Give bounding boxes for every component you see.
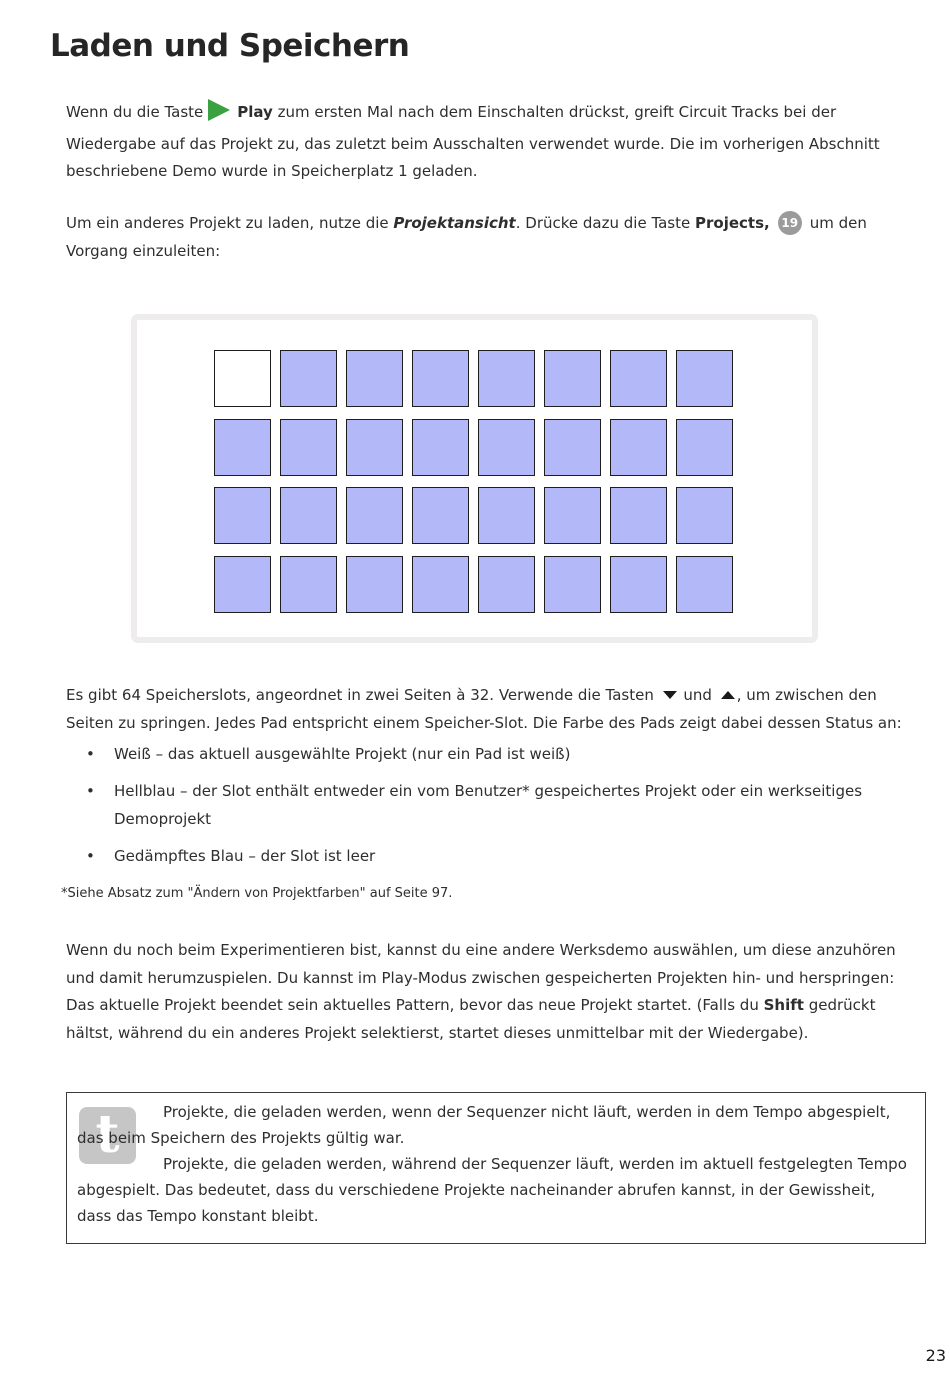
- slots-text-and: und: [678, 686, 717, 704]
- slots-text-2: , um zwischen den Seiten zu springen. Jedes Pad entspricht einem Speicher-Slot. Die Farbe des Pads zeigt dabei dessen Status an:: [66, 686, 902, 732]
- tip-icon: t: [79, 1107, 136, 1164]
- load-paragraph: [66, 210, 916, 265]
- pad: [478, 556, 535, 613]
- pad: [346, 350, 403, 407]
- pad: [412, 419, 469, 476]
- pad: [610, 419, 667, 476]
- tip-text: [77, 1099, 912, 1229]
- pad: [478, 350, 535, 407]
- projektansicht-term: Projektansicht: [393, 214, 516, 232]
- pad: [610, 487, 667, 544]
- pad: [280, 350, 337, 407]
- pad: [214, 487, 271, 544]
- pad: [214, 556, 271, 613]
- footnote: *Siehe Absatz zum "Ändern von Projektfarben" auf Seite 97.: [61, 886, 453, 901]
- demo-text-2: gedrückt hältst, während du ein anderes Projekt selektierst, startet dieses unmittelbar mit der Wiedergabe).: [66, 996, 876, 1042]
- pad: [346, 556, 403, 613]
- load-text-1: Um ein anderes Projekt zu laden, nutze die: [66, 214, 394, 232]
- pad: [544, 556, 601, 613]
- pad: [280, 419, 337, 476]
- pad: [346, 487, 403, 544]
- pad: [544, 350, 601, 407]
- pad: [478, 487, 535, 544]
- pad-status-list: [86, 740, 886, 879]
- pad: [412, 487, 469, 544]
- pad: [280, 487, 337, 544]
- intro-paragraph: [66, 99, 916, 186]
- pad: [214, 419, 271, 476]
- list-item: • Gedämpftes Blau – der Slot ist leer: [86, 842, 886, 870]
- play-icon: [207, 99, 231, 131]
- list-item: • Weiß – das aktuell ausgewählte Projekt (nur ein Pad ist weiß): [86, 740, 886, 768]
- pad: [544, 419, 601, 476]
- tip-line-2: Projekte, die geladen werden, während der Sequenzer läuft, werden im aktuell festgelegten Tempo abgespielt. Das bedeutet, dass du verschiedene Projekte nacheinander abrufen kannst, in der Gewissheit, dass das Tempo konstant bleibt.: [77, 1155, 907, 1225]
- pad: [412, 556, 469, 613]
- load-text-2: . Drücke dazu die Taste: [515, 214, 696, 232]
- pad-selected: [214, 350, 271, 407]
- pad: [676, 487, 733, 544]
- pad: [478, 419, 535, 476]
- tip-line-1: Projekte, die geladen werden, wenn der Sequenzer nicht läuft, werden in dem Tempo abgespielt, das beim Speichern des Projekts gültig war.: [77, 1103, 891, 1147]
- pad: [544, 487, 601, 544]
- shift-label: Shift: [763, 996, 804, 1014]
- intro-text-rest: zum ersten Mal nach dem Einschalten drückst, greift Circuit Tracks bei der Wiedergabe auf das Projekt zu, das zuletzt beim Ausschalten verwendet wurde. Die im vorherigen Abschnitt beschriebene Demo wurde in Speicherplatz 1 geladen.: [66, 103, 880, 180]
- pad: [280, 556, 337, 613]
- pad: [676, 556, 733, 613]
- load-text-3: um den Vorgang einzuleiten:: [66, 214, 867, 260]
- demo-paragraph: [66, 937, 916, 1047]
- pad: [346, 419, 403, 476]
- triangle-up-icon: [721, 681, 735, 709]
- pad: [412, 350, 469, 407]
- pad: [676, 350, 733, 407]
- slots-paragraph: [66, 681, 916, 737]
- page-number: 23: [925, 1346, 946, 1365]
- slots-text-1: Es gibt 64 Speicherslots, angeordnet in zwei Seiten à 32. Verwende die Tasten: [66, 686, 659, 704]
- intro-text-start: Wenn du die Taste: [66, 103, 204, 121]
- page-title: Laden und Speichern: [50, 28, 410, 64]
- pad: [610, 350, 667, 407]
- triangle-down-icon: [663, 681, 677, 709]
- tip-box: [66, 1092, 926, 1244]
- play-label: Play: [237, 103, 273, 121]
- demo-text-1: Wenn du noch beim Experimentieren bist, kannst du eine andere Werksdemo auswählen, um diese anzuhören und damit herumzuspielen. Du kannst im Play-Modus zwischen gespeicherten Projekten hin- und herspringen: Das aktuelle Projekt beendet sein aktuelles Pattern, bevor das neue Projekt startet. (Falls du: [66, 941, 896, 1014]
- list-item: • Hellblau – der Slot enthält entweder ein vom Benutzer* gespeichertes Projekt oder ein werkseitiges Demoprojekt: [86, 777, 886, 833]
- projects-label: Projects,: [695, 214, 770, 232]
- button-number-badge: 19: [778, 211, 802, 235]
- pad: [676, 419, 733, 476]
- pad: [610, 556, 667, 613]
